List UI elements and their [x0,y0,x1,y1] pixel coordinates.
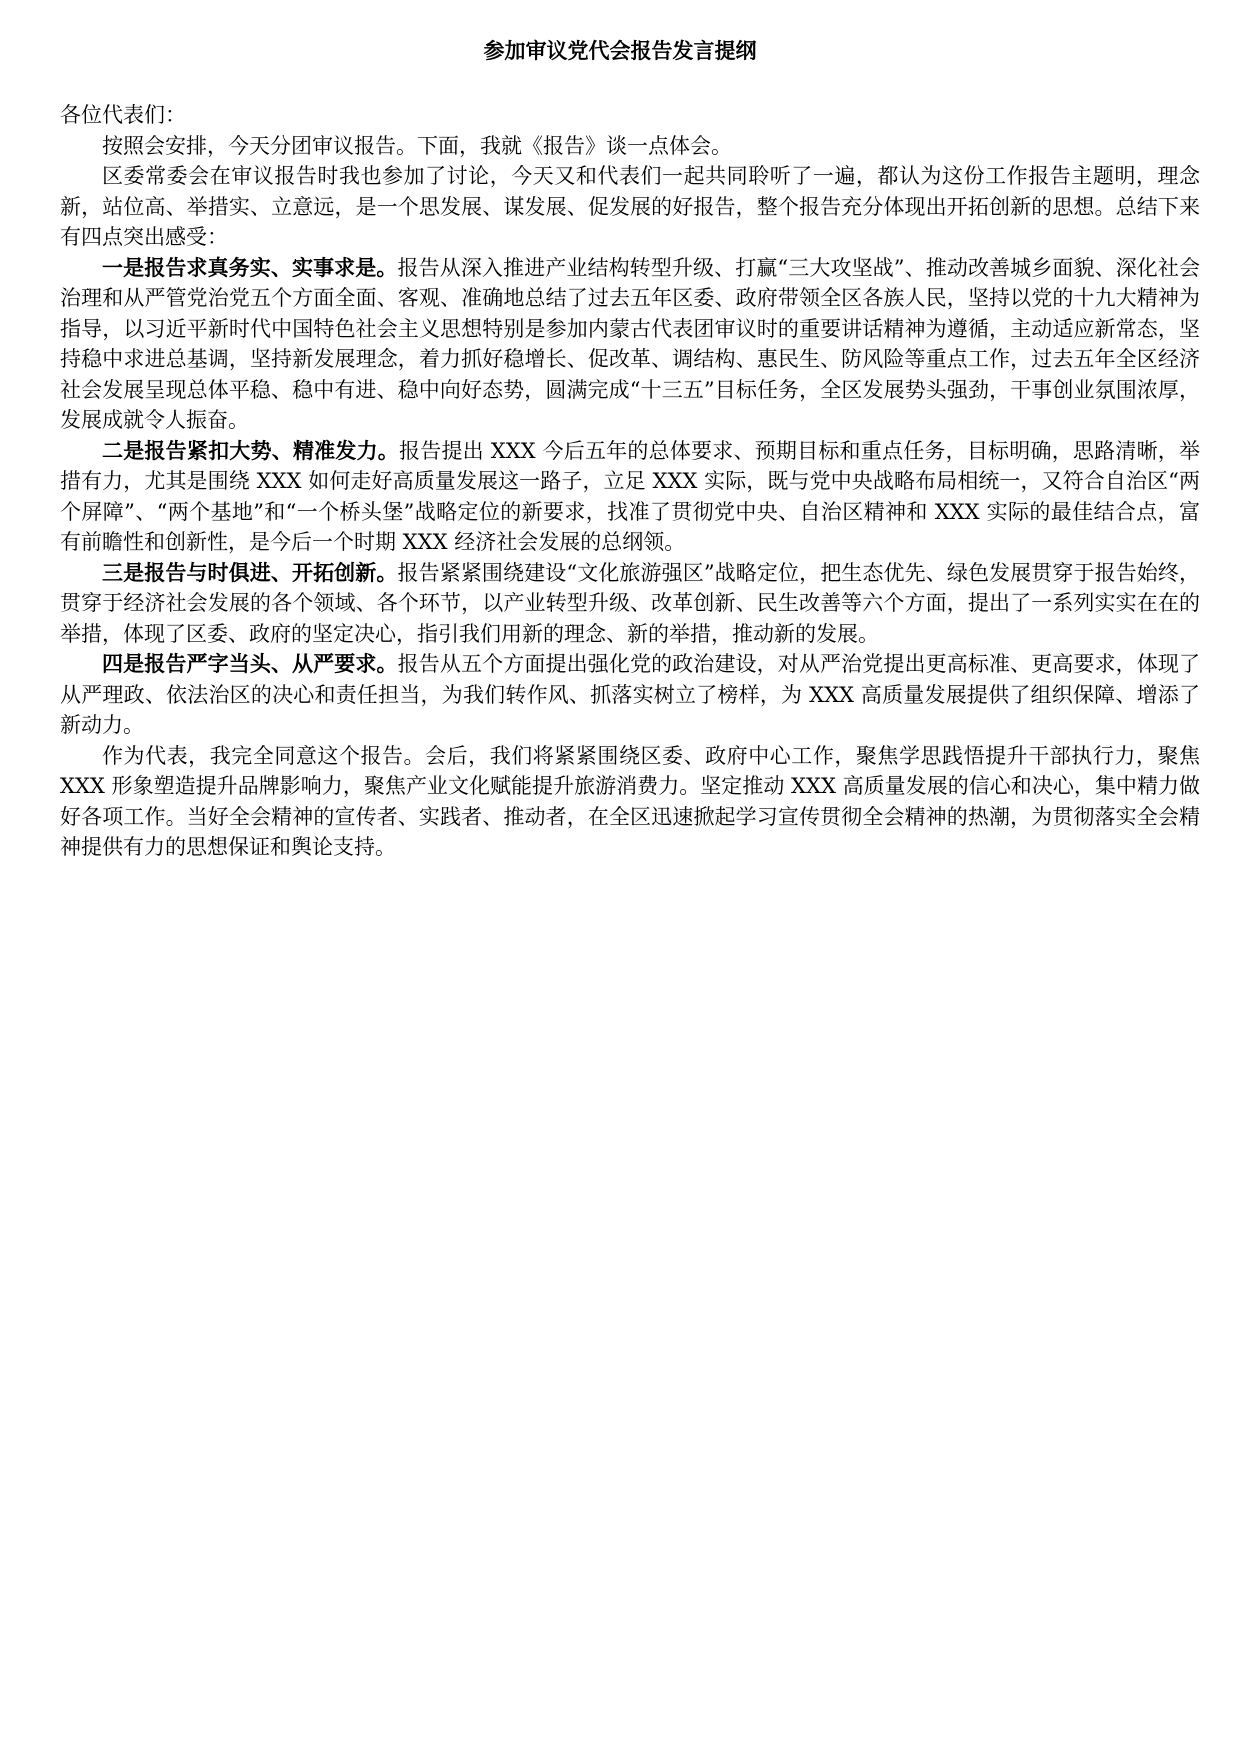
paragraph-overview [60,161,1200,253]
paragraph-text: 按照会安排，今天分团审议报告。下面，我就《报告》谈一点体会。 [102,133,732,158]
paragraph-text: 报告从深入推进产业结构转型升级、打赢“三大攻坚战”、推动改善城乡面貌、深化社会治理和从严管党治党五个方面全面、客观、准确地总结了过去五年区委、政府带领全区各族人民，坚持以党的十九大精神为指导，以习近平新时代中国特色社会主义思想特别是参加内蒙古代表团审议时的重要讲话精神为遵循，主动适应新常态，坚持稳中求进总基调，坚持新发展理念，着力抓好稳增长、促改革、调结构、惠民生、防风险等重点工作，过去五年全区经济社会发展呈现总体平稳、稳中有进、稳中向好态势，圆满完成“十三五”目标任务，全区发展势头强劲，干事创业氛围浓厚，发展成就令人振奋。 [60,255,1201,432]
salutation: 各位代表们： [60,103,186,127]
paragraph-lead: 三是报告与时俱进、开拓创新。 [102,560,398,585]
paragraph-text: 报告紧紧围绕建设“文化旅游强区”战略定位，把生态优先、绿色发展贯穿于报告始终，贯穿于经济社会发展的各个领域、各个环节，以产业转型升级、改革创新、民生改善等六个方面，提出了一系列实实在在的举措，体现了区委、政府的坚定决心，指引我们用新的理念、新的举措，推动新的发展。 [60,560,1201,646]
paragraph-text: 作为代表，我完全同意这个报告。会后，我们将紧紧围绕区委、政府中心工作，聚焦学思践悟提升干部执行力，聚焦 XXX 形象塑造提升品牌影响力，聚焦产业文化赋能提升旅游消费力。坚定推动 XXX 高质量发展的信心和决心，集中精力做好各项工作。当好全会精神的宣传者、实践者、推动者，在全区迅速掀起学习宣传贯彻全会精神的热潮，为贯彻落实全会精神提供有力的思想保证和舆论支持。 [60,743,1200,859]
paragraph-lead: 一是报告求真务实、实事求是。 [102,255,398,280]
paragraph-conclusion [60,741,1200,863]
paragraph-point-2 [60,436,1200,558]
document-body [60,100,1200,863]
paragraph-text: 报告从五个方面提出强化党的政治建设，对从严治党提出更高标准、更高要求，体现了从严理政、依法治区的决心和责任担当，为我们转作风、抓落实树立了榜样，为 XXX 高质量发展提供了组织保障、增添了新动力。 [60,652,1201,737]
paragraph-lead: 二是报告紧扣大势、精准发力。 [102,438,400,463]
paragraph-intro [60,131,1200,162]
paragraph-text: 区委常委会在审议报告时我也参加了讨论，今天又和代表们一起共同聆听了一遍，都认为这份工作报告主题明，理念新，站位高、举措实、立意远，是一个思发展、谋发展、促发展的好报告，整个报告充分体现出开拓创新的思想。总结下来有四点突出感受： [60,164,1200,249]
paragraph-lead: 四是报告严字当头、从严要求。 [102,652,398,676]
document-title: 参加审议党代会报告发言提纲 [483,39,757,63]
paragraph-point-1 [60,253,1200,436]
paragraph-text: 报告提出 XXX 今后五年的总体要求、预期目标和重点任务，目标明确，思路清晰，举措有力，尤其是围绕 XXX 如何走好高质量发展这一路子，立足 XXX 实际，既与党中央战略布局相统一，又符合自治区“两个屏障”、“两个基地”和“一个桥头堡”战略定位的新要求，找准了贯彻党中央、自治区精神和 XXX 实际的最佳结合点，富有前瞻性和创新性，是今后一个时期 XXX 经济社会发展的总纲领。 [60,438,1201,554]
paragraph-point-3 [60,558,1200,650]
paragraph-point-4 [60,649,1200,741]
